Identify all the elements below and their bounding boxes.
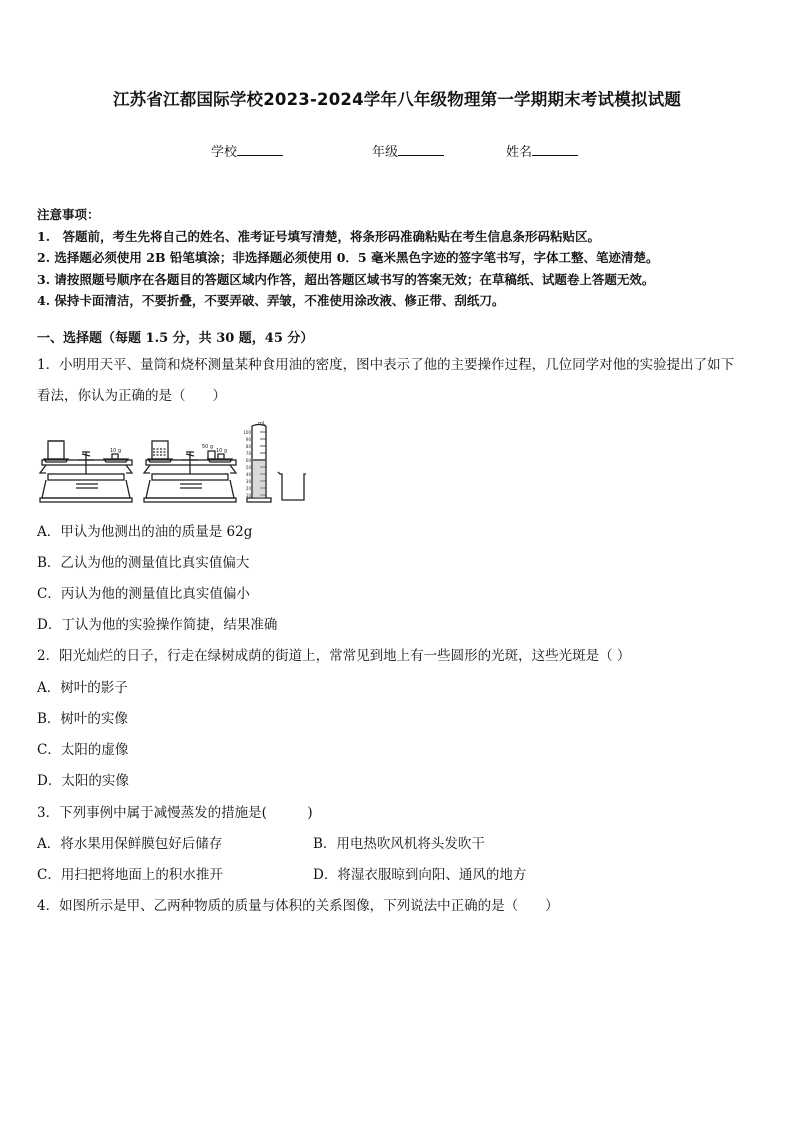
note-item: 1. 答题前，考生先将自己的姓名、准考证号填写清楚，将条形码准确粘贴在考生信息条形码粘贴区。 — [37, 228, 601, 244]
q2-option-a: A．树叶的影子 — [37, 680, 128, 696]
cylinder-tick: 10 — [245, 493, 251, 498]
cylinder-tick: 100 — [243, 430, 251, 435]
q3-option-c: C．用扫把将地面上的积水推开 — [37, 867, 223, 883]
section-heading: 一、选择题（每题 1.5 分，共 30 题，45 分） — [37, 331, 314, 346]
cylinder-tick: 20 — [245, 486, 251, 491]
name-label: 姓名 — [506, 145, 533, 160]
q1-option-d: D．丁认为他的实验操作简捷，结果准确 — [37, 617, 278, 633]
cylinder-tick: 60 — [245, 458, 251, 463]
q4-stem: 4．如图所示是甲、乙两种物质的质量与体积的关系图像，下列说法中正确的是（ ） — [37, 898, 559, 914]
cylinder-tick: 40 — [245, 472, 251, 477]
q2-stem: 2．阳光灿烂的日子，行走在绿树成荫的街道上，常常见到地上有一些圆形的光斑，这些光斑是（ ） — [37, 648, 631, 664]
grade-blank — [398, 143, 444, 156]
grade-label: 年级 — [372, 145, 399, 160]
q3-option-b: B．用电热吹风机将头发吹干 — [313, 836, 485, 852]
q3-option-d: D．将湿衣服晾到向阳、通风的地方 — [313, 867, 527, 883]
notes-block — [37, 204, 658, 312]
cylinder-tick: 80 — [245, 444, 251, 449]
oil-in-cylinder — [253, 461, 265, 498]
school-label: 学校 — [211, 145, 238, 160]
q1-option-a: A．甲认为他测出的油的质量是 62g — [37, 524, 253, 540]
note-item: 4. 保持卡面清洁，不要折叠，不要弄破、弄皱，不准使用涂改液、修正带、刮纸刀。 — [37, 293, 505, 308]
q2-option-c: C．太阳的虚像 — [37, 742, 129, 758]
school-blank — [237, 143, 283, 156]
q3-option-a: A．将水果用保鲜膜包好后储存 — [37, 836, 223, 852]
weight-label: 10 g — [110, 448, 122, 454]
weight-label: 50 g — [202, 444, 214, 450]
q3-stem: 3．下列事例中属于减慢蒸发的措施是( ) — [37, 805, 313, 821]
balance-cylinder-figure — [38, 418, 313, 506]
cylinder-tick: 50 — [245, 465, 251, 470]
grade-field — [372, 141, 444, 160]
name-field — [506, 141, 578, 160]
q1-stem-line1: 1．小明用天平、量筒和烧杯测量某种食用油的密度，图中表示了他的主要操作过程，几位同学对他的实验提出了如下 — [37, 357, 735, 373]
q1-option-c: C．丙认为他的测量值比真实值偏小 — [37, 586, 250, 602]
cylinder-tick: 90 — [245, 437, 251, 442]
note-item: 3. 请按照题号顺序在各题目的答题区域内作答，超出答题区域书写的答案无效；在草稿纸、试题卷上答题无效。 — [37, 271, 655, 287]
q2-option-b: B．树叶的实像 — [37, 711, 128, 727]
q1-stem-line2: 看法，你认为正确的是（ ） — [37, 388, 226, 404]
weight-label: 10 g — [216, 448, 228, 454]
note-item: 2. 选择题必须使用 2B 铅笔填涂；非选择题必须使用 0．5 毫米黑色字迹的签字笔书写，字体工整、笔迹清楚。 — [37, 250, 659, 265]
school-field — [211, 141, 283, 160]
cylinder-tick: 30 — [245, 479, 251, 484]
cylinder-unit: mL — [258, 421, 266, 427]
cylinder-tick: 70 — [245, 451, 251, 456]
q1-option-b: B．乙认为他的测量值比真实值偏大 — [37, 555, 250, 571]
q2-option-d: D．太阳的实像 — [37, 773, 129, 789]
notes-heading: 注意事项： — [37, 207, 100, 222]
exam-title: 江苏省江都国际学校2023-2024学年八年级物理第一学期期末考试模拟试题 — [112, 90, 682, 109]
empty-beaker — [278, 472, 306, 500]
name-blank — [532, 143, 578, 156]
